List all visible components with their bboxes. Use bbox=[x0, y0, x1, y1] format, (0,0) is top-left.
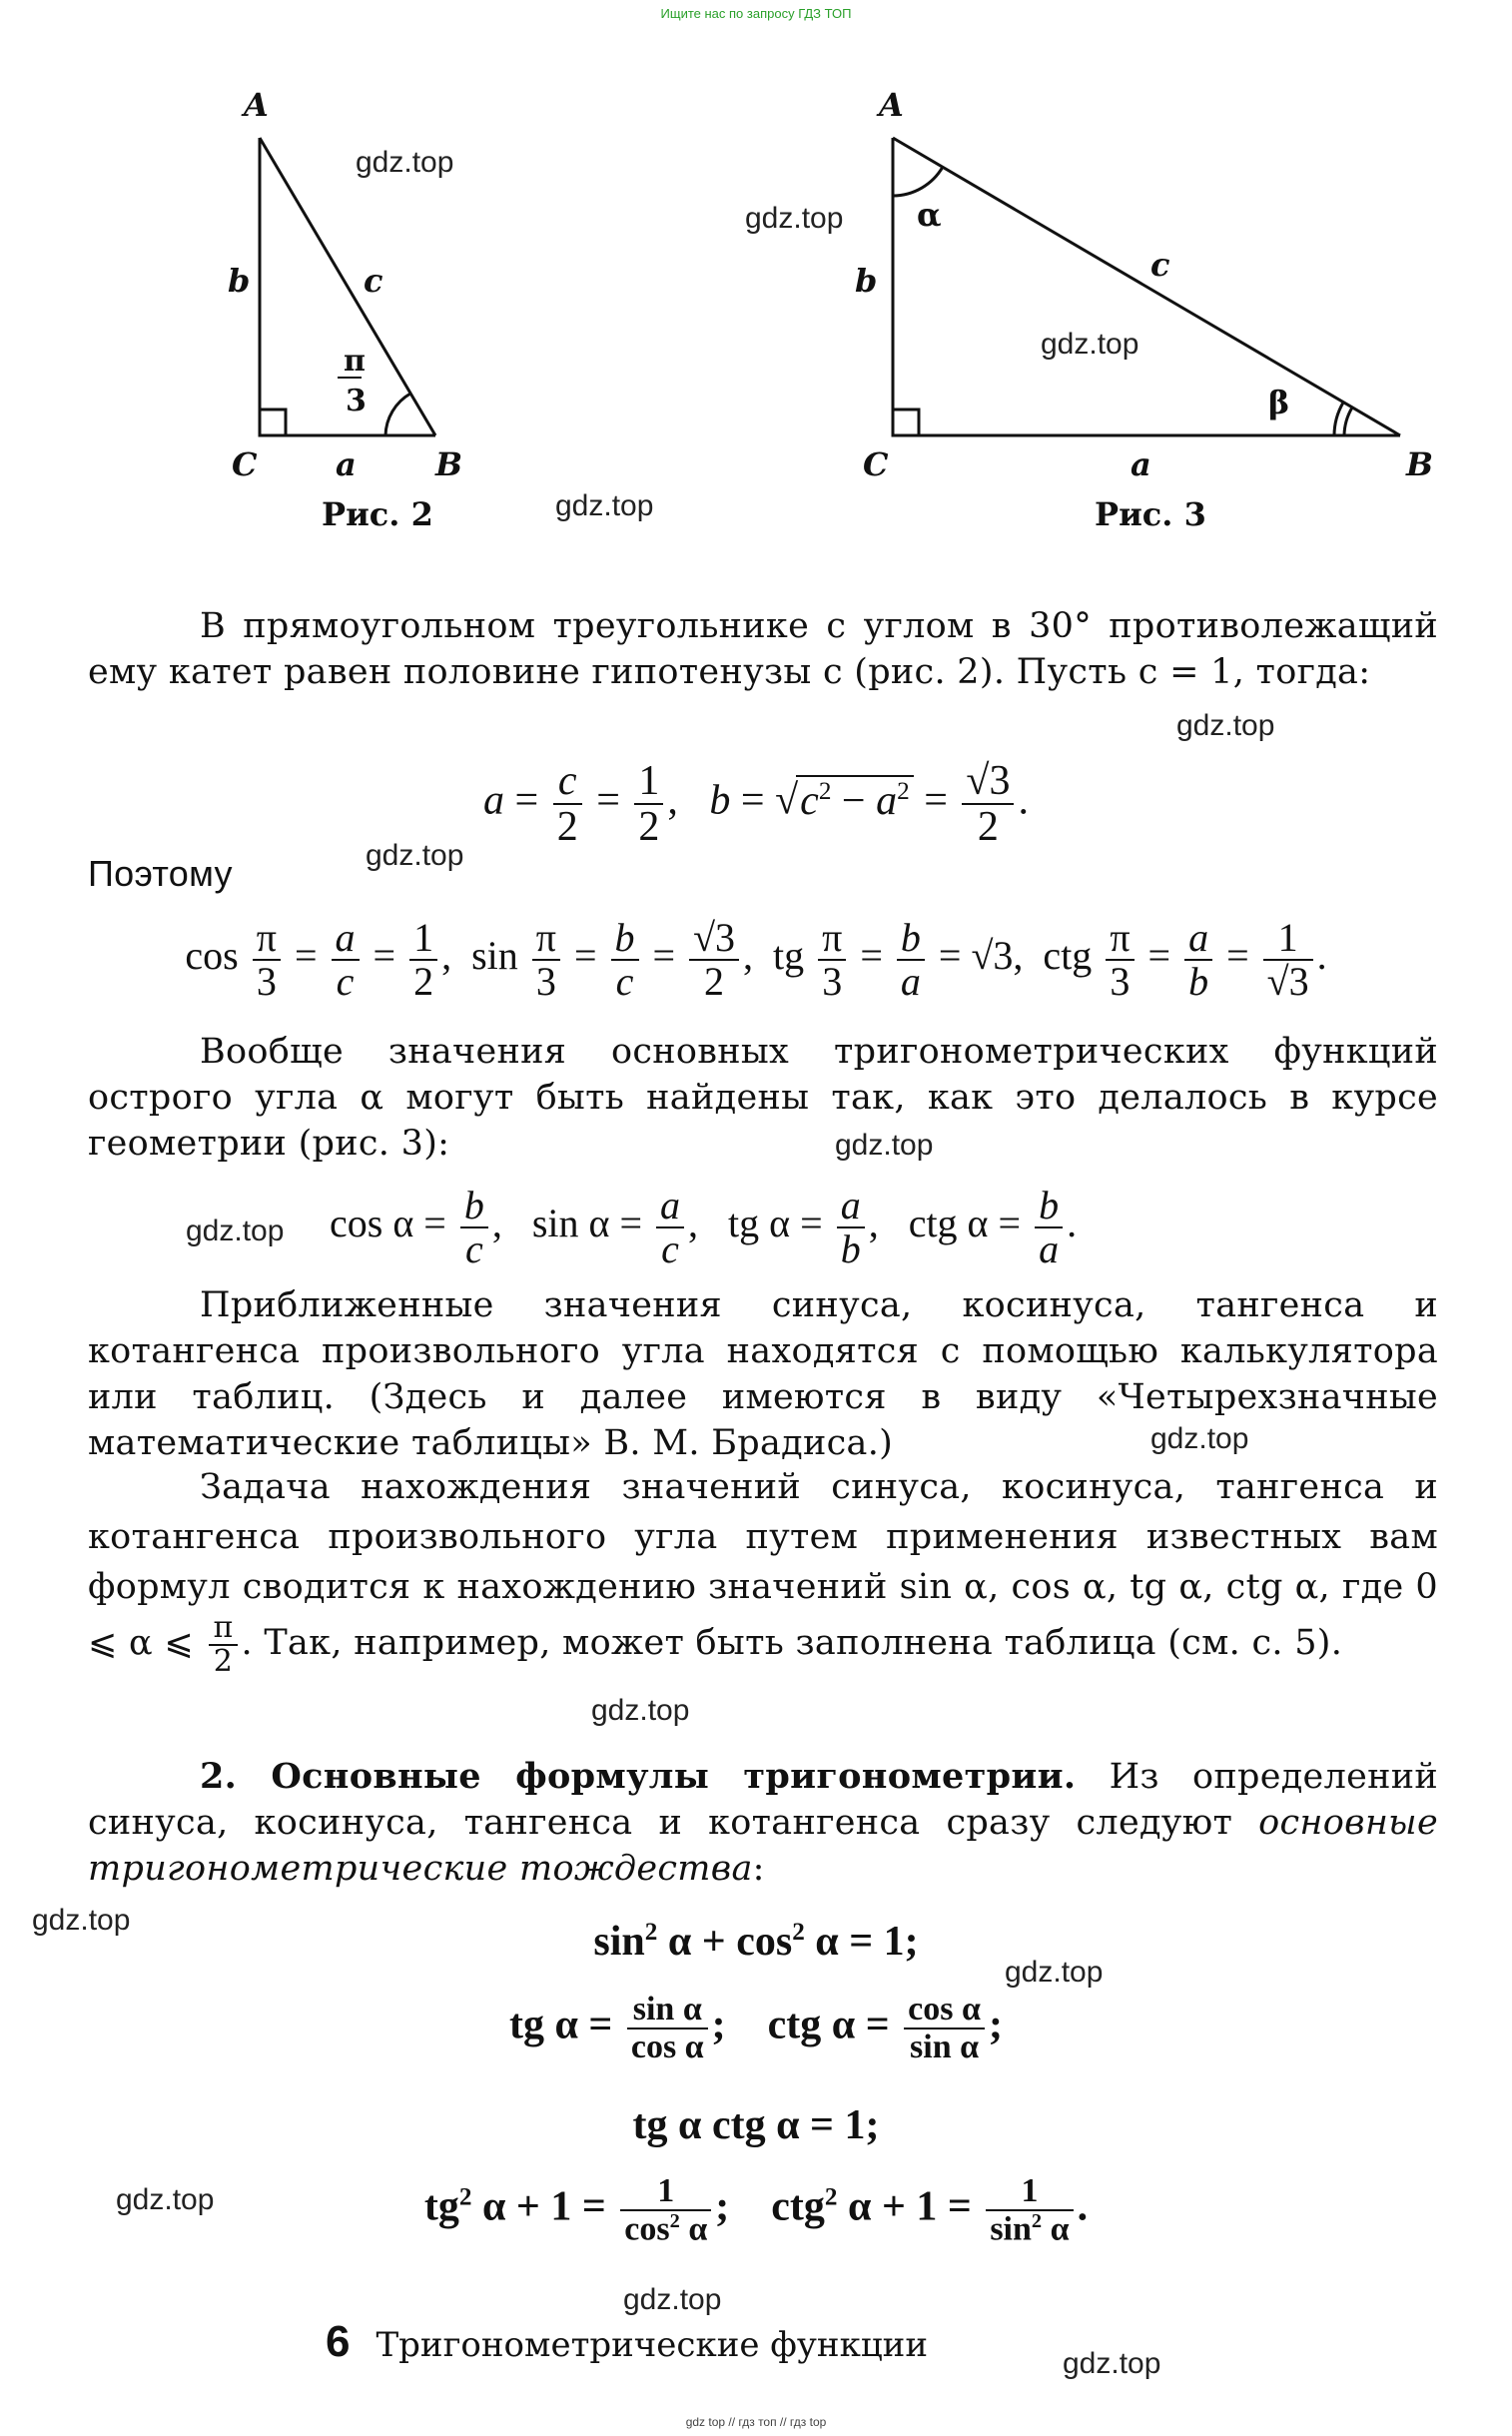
watermark-6: gdz.top bbox=[366, 839, 464, 872]
top-search-hint: Ищите нас по запросу ГДЗ ТОП bbox=[660, 6, 852, 21]
section-2-text: Из определений синуса, косинуса, тангенса и котангенса сразу следуют bbox=[88, 1757, 1439, 1843]
identity-2: tg α = $\frac{\text{sin α}}{\text{cos α}}$ ; ctg α = $\frac{\text{cos α}}{\text{sin α}}$ ; bbox=[509, 1991, 1003, 2065]
watermark-7: gdz.top bbox=[835, 1129, 934, 1162]
watermark-8: gdz.top bbox=[186, 1215, 285, 1247]
watermark-13: gdz.top bbox=[116, 2183, 215, 2216]
watermark-2: gdz.top bbox=[745, 202, 844, 235]
watermark-9: gdz.top bbox=[1150, 1422, 1249, 1455]
fig3-angle-beta: β bbox=[1268, 384, 1290, 421]
fig2-vertex-b: B bbox=[435, 445, 463, 483]
fig3-caption: Рис. 3 bbox=[1095, 495, 1206, 533]
fig2-side-c: c bbox=[364, 262, 383, 300]
identity-1: $\sin^2 \alpha + \cos^2 \alpha = 1$; bbox=[593, 1919, 919, 1965]
watermark-15: gdz.top bbox=[1063, 2347, 1161, 2380]
watermark-12: gdz.top bbox=[1005, 1956, 1104, 1989]
page-number: 6 bbox=[326, 2317, 351, 2366]
paragraph-2: Вообще значения основных тригонометрических функций острого угла α могут быть найдены так, как это делалось в курсе геометрии (рис. 3): bbox=[88, 1032, 1438, 1164]
watermark-3: gdz.top bbox=[1041, 328, 1139, 361]
fig2-vertex-a: A bbox=[244, 86, 269, 124]
formula-a-b: a = $\frac{c}{2}$ = $\frac{1}{2}$ , $b = √c^2 - a^2$ = $\frac{√3}{2}$ . bbox=[483, 758, 1029, 851]
fig2-side-a: a bbox=[336, 445, 357, 483]
fig3-vertex-c: C bbox=[863, 445, 889, 483]
p4-frac-num: π bbox=[209, 1612, 237, 1646]
fig3-vertex-b: B bbox=[1406, 445, 1434, 483]
paragraph-4-start: Задача нахождения значений синуса, косинуса, тангенса и котангенса произвольного угла путем применения известных вам формул сводится к нахождению значений sin α, cos α, tg α, ctg α, где 0 ⩽ α ⩽ bbox=[88, 1467, 1438, 1663]
fig3-hypotenuse bbox=[893, 138, 1400, 435]
watermark-11: gdz.top bbox=[32, 1904, 131, 1937]
fig2-caption: Рис. 2 bbox=[322, 495, 433, 533]
fig2-angle-den: 3 bbox=[346, 384, 367, 418]
figure-3-drawing bbox=[839, 90, 1418, 469]
watermark-10: gdz.top bbox=[591, 1694, 690, 1727]
watermark-5: gdz.top bbox=[1176, 709, 1275, 742]
watermark-14: gdz.top bbox=[623, 2283, 722, 2316]
fig2-angle-num: π bbox=[344, 344, 366, 379]
watermark-1: gdz.top bbox=[356, 146, 454, 179]
fig2-right-angle-mark bbox=[260, 409, 286, 435]
paragraph-1: В прямоугольном треугольнике с углом в 30° противолежащий ему катет равен половине гипотенузы c (рис. 2). Пусть c = 1, тогда: bbox=[88, 606, 1438, 692]
fig3-side-a: a bbox=[1131, 445, 1151, 483]
fig3-angle-alpha: α bbox=[917, 196, 942, 234]
watermark-4: gdz.top bbox=[555, 489, 654, 522]
p4-frac-den: 2 bbox=[213, 1643, 234, 1679]
formula-pi-over-3: cos $\frac{\pi}{3}$ = $\frac{a}{c}$ = $\frac{1}{2}$ , sin $\frac{\pi}{3}$ = $\frac{b}{c}$ = $\frac{√3}{2}$ , tg $\frac{\pi}{3}$ = $\frac{b}{a}$ = √3, ctg $\frac{\pi}{3}$ = $\frac{a}{b}$ = $\frac{1}{√3}$ . bbox=[185, 915, 1327, 1004]
fig3-angle-alpha-arc bbox=[893, 167, 943, 196]
section-2-italic: основные тригонометрические тождества bbox=[88, 1803, 1438, 1889]
bottom-watermark-line: gdz top // гдз топ // гдз top bbox=[685, 2415, 827, 2429]
fig3-angle-beta-arc-2 bbox=[1344, 407, 1352, 435]
fig3-side-b: b bbox=[855, 262, 878, 300]
page-footer bbox=[326, 2317, 928, 2367]
identity-3: tg α ctg α = 1; bbox=[632, 2102, 880, 2148]
fig3-angle-beta-arc-1 bbox=[1334, 403, 1343, 435]
section-2-heading: 2. Основные формулы тригонометрии. bbox=[200, 1756, 1077, 1797]
poetomu-label: Поэтому bbox=[88, 853, 233, 894]
identity-4: $tg^2$ α + 1 = $\frac{1}{\cos^2 \alpha}$ ; ctg$^2$ α + 1 = $\frac{1}{\sin^2 \alpha}$ . bbox=[423, 2172, 1089, 2248]
paragraph-4 bbox=[88, 1462, 1438, 1677]
fig3-side-c: c bbox=[1150, 246, 1170, 284]
fig2-angle-arc bbox=[385, 394, 410, 435]
fig2-vertex-c: C bbox=[232, 445, 258, 483]
fig2-side-b: b bbox=[228, 262, 251, 300]
section-2-colon: : bbox=[752, 1849, 765, 1889]
chapter-title: Тригонометрические функции bbox=[376, 2325, 929, 2365]
formula-alpha: cos α = $\frac{b}{c}$ , sin α = $\frac{a}{c}$ , tg α = $\frac{a}{b}$ , ctg α = $\frac{b}{a}$ . bbox=[330, 1183, 1078, 1271]
paragraph-4-end: . Так, например, может быть заполнена таблица (см. с. 5). bbox=[241, 1623, 1343, 1663]
fig3-vertex-a: A bbox=[879, 86, 904, 124]
section-2-paragraph bbox=[88, 1754, 1438, 1892]
fig3-right-angle-mark bbox=[893, 409, 919, 435]
paragraph-3: Приближенные значения синуса, косинуса, тангенса и котангенса произвольного угла находятся с помощью калькулятора или таблиц. (Здесь и далее имеются в виду «Четырехзначные математические таблицы» В. М. Брадиса.) bbox=[88, 1285, 1438, 1463]
